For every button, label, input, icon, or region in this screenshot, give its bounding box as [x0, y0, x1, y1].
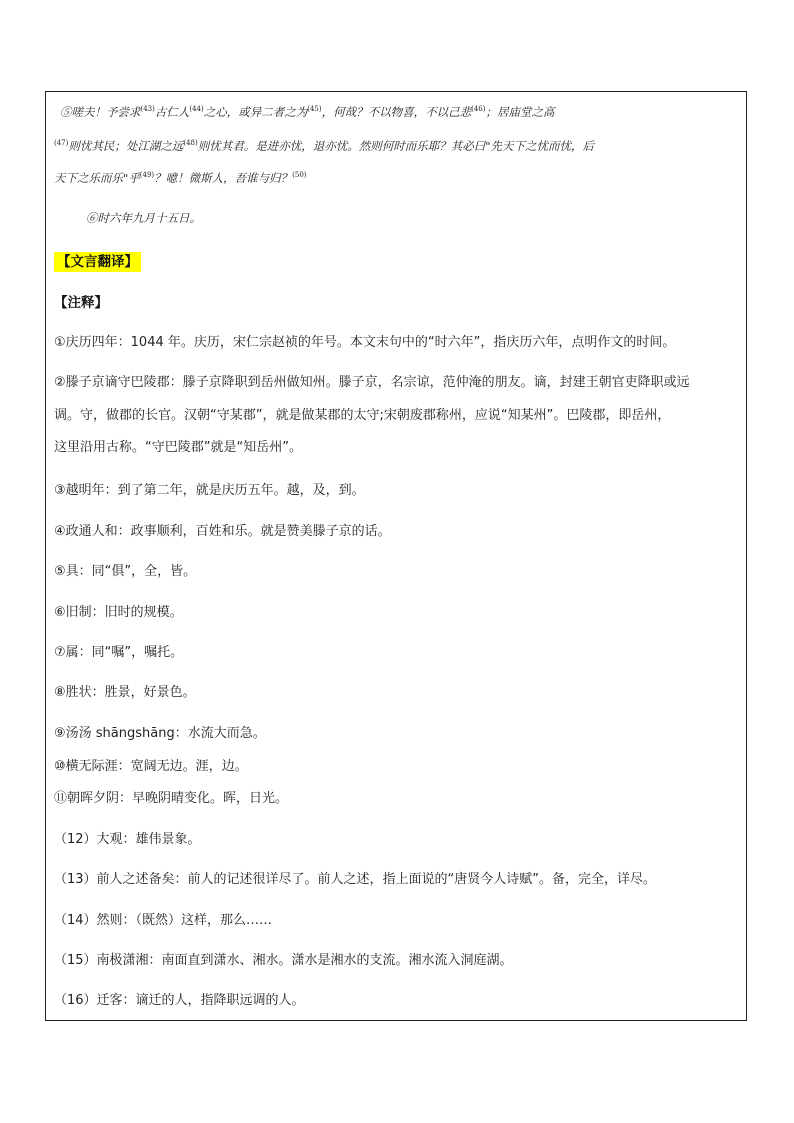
text-segment: ？噫！微斯人，吾谁与归？ — [154, 171, 293, 185]
footnote-marker: (48) — [183, 139, 198, 148]
passage-line-2 — [54, 138, 594, 154]
note-line: ⑨汤汤 shāngshāng：水流大而急。 — [54, 726, 266, 741]
highlighted-title: 【文言翻译】 — [54, 252, 141, 272]
note-line: 调。守，做郡的长官。汉朝“守某郡”，就是做某郡的太守;宋朝废郡称州，应说“知某州”。巴陵郡，即岳州， — [54, 408, 671, 423]
note-line: 这里沿用古称。“守巴陵郡”就是“知岳州”。 — [54, 440, 302, 455]
text-segment: ⑤嗟夫！予尝求 — [60, 105, 141, 119]
footnote-marker: (44) — [189, 105, 204, 114]
footnote-marker: (49) — [139, 171, 155, 180]
footnote-marker: (45) — [307, 105, 322, 114]
note-line: ⑩横无际涯：宽阔无边。涯，边。 — [54, 759, 248, 774]
passage-line-1 — [60, 104, 555, 120]
note-line: ④政通人和：政事顺利，百姓和乐。就是赞美滕子京的话。 — [54, 524, 391, 539]
section-title — [54, 250, 141, 270]
text-segment: 则忧其君。是进亦忧，退亦忧。然则何时而乐耶？其必曰"先天下之忧而忧，后 — [197, 139, 595, 153]
footnote-marker: (43) — [140, 105, 155, 114]
text-segment: 天下之乐而乐"乎 — [54, 171, 140, 185]
text-segment: 则忧其民；处江湖之远 — [68, 139, 184, 153]
footnote-marker: (46) — [471, 105, 486, 114]
footnote-marker: (47) — [54, 139, 69, 148]
note-line: ③越明年：到了第二年，就是庆历五年。越，及，到。 — [54, 483, 365, 498]
note-line: ⑧胜状：胜景，好景色。 — [54, 685, 196, 700]
note-line: （12）大观：雄伟景象。 — [54, 832, 201, 847]
footnote-marker: (50) — [292, 171, 307, 180]
passage-line-3 — [54, 170, 307, 186]
note-line: ⑦属：同“嘱”，嘱托。 — [54, 645, 184, 660]
text-segment: 古仁人 — [154, 105, 190, 119]
text-segment: ；居庙堂之高 — [485, 105, 555, 119]
note-line: （13）前人之述备矣：前人的记述很详尽了。前人之述，指上面说的“唐贤今人诗赋”。备，完全，详尽。 — [54, 872, 657, 887]
note-line: （15）南极潇湘：南面直到潇水、湘水。潇水是湘水的支流。湘水流入洞庭湖。 — [54, 953, 513, 968]
note-line: （14）然则：（既然）这样，那么…… — [54, 913, 273, 928]
note-line: ①庆历四年：1044 年。庆历，宋仁宗赵祯的年号。本文末句中的“时六年”，指庆历六年，点明作文的时间。 — [54, 335, 676, 350]
note-line: （16）迁客：谪迁的人，指降职远调的人。 — [54, 993, 305, 1008]
note-line: ⑪朝晖夕阴：早晚阴晴变化。晖，日光。 — [54, 791, 289, 806]
text-segment: ，何哉？不以物喜，不以己悲 — [321, 105, 472, 119]
notes-title: 【注释】 — [54, 295, 108, 311]
note-line: ⑤具：同“俱”，全，皆。 — [54, 564, 197, 579]
note-line: ②滕子京谪守巴陵郡：滕子京降职到岳州做知州。滕子京，名宗谅，范仲淹的朋友。谪，封建王朝官吏降职或远 — [54, 375, 690, 390]
note-line: ⑥旧制：旧时的规模。 — [54, 605, 183, 620]
text-segment: 之心，或异二者之为 — [203, 105, 308, 119]
document-frame — [45, 91, 747, 1021]
passage-para-6: ⑥时六年九月十五日。 — [86, 211, 201, 225]
